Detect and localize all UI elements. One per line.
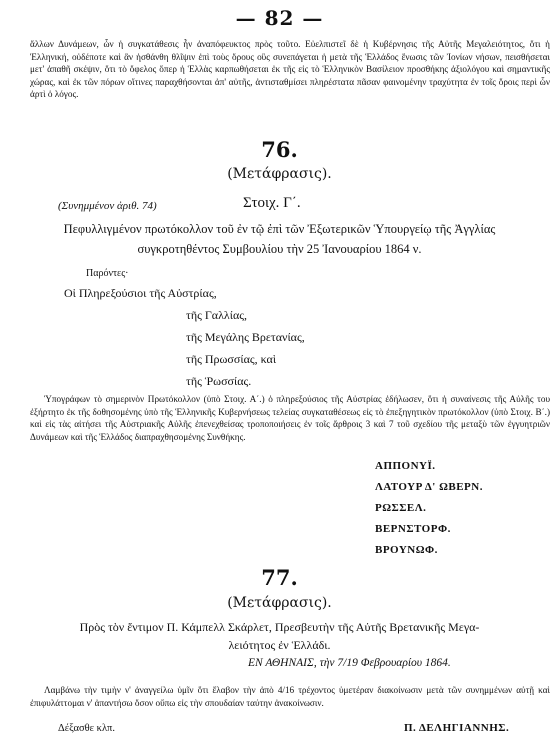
doc76-body: Ὑπογράφων τὸ σημερινὸν Πρωτόκολλον (ὑπὸ Στοιχ. Α΄.) ὁ πληρεξούσιος τῆς Αὐστρίας ἐδήλωσεν, ὅτι ἡ συναίνεσις τῆς Αὐλῆς του ἐξήρτητο ἐκ τῆς δοθησομένης ὑπὸ τῆς Ἑλληνικῆς Κυβερνήσεως τελείας συγκαταθέσεως εἰς τὸ ἐπεξηγητικὸν πρωτόκολλον (ὑπὸ Στοιχ. Β΄.) καὶ εἰς τὰς αἰτήσει τῆς Αὐστριακῆς Αὐλῆς ἐπενεχθείσας τροποποιήσεις ἐν τοῖς ἄρθροις 3 καὶ 7 τοῦ σχεδίου τῆς μεταξὺ τῶν ἐγγυητριῶν Δυνάμεων καὶ τῆς Ἑλλάδος διαπραχθησομένης Συνθήκης. — [30, 394, 550, 442]
attendee-line: τῆς Γαλλίας, — [186, 308, 247, 322]
doc77-addressee-line1: Πρὸς τὸν ἔντιμον Π. Κάμπελλ Σκάρλετ, Πρεσβευτὴν τῆς Αὐτῆς Βρετανικῆς Μεγα- — [79, 620, 480, 634]
doc76-annex-ref: (Συνημμένον ἀριθ. 74) — [58, 200, 157, 212]
doc77-body: Λαμβάνω τὴν τιμὴν ν' ἀναγγείλω ὑμῖν ὅτι ἔλαβον τὴν ἀπὸ 4/16 τρέχοντος ὑμετέραν διακοίνωσιν μετὰ τῶν συνημμένων αὐτῇ καὶ ἐπιφυλάττομαι ν' ἀπαντήσω ὅσον οὔπω εἰς τὴν σπουδαίαν ταύτην ἀνακοίνωσιν. — [30, 685, 550, 708]
signature: ΛΑΤΟΥΡ Δ' ΩΒΕΡΝ. — [375, 481, 483, 493]
doc77-heading: (Μετάφρασις). — [227, 595, 332, 611]
attendee-line: Οἱ Πληρεξούσιοι τῆς Αὐστρίας, — [64, 286, 217, 300]
signature: ΑΠΠΟΝΥΪ. — [375, 460, 436, 472]
signature: ΒΡΟΥΝΩΦ. — [375, 544, 438, 556]
signature: ΒΕΡΝΣΤΟΡΦ. — [375, 523, 451, 535]
doc77-place-date: ΕΝ ΑΘΗΝΑΙΣ, τὴν 7/19 Φεβρουαρίου 1864. — [248, 657, 451, 669]
present-label: Παρόντες· — [86, 268, 129, 279]
doc77-closing: Δέξασθε κλπ. — [58, 723, 115, 734]
doc76-annex-letter: Στοιχ. Γ΄. — [243, 195, 301, 211]
intro-paragraph: ἄλλων Δυνάμεων, ὧν ἡ συγκατάθεσις ἦν ἀναπόφευκτος πρὸς τοῦτο. Εὐελπιστεῖ δὲ ἡ Κυβέρνησις τῆς Αὐτῆς Μεγαλειότητος, ὅτι ἡ Ἑλληνική, οὐδέποτε καὶ ἂν ἠσθάνθη θλῖψιν ἐπὶ τοὺς ὅρους οὓς συνεπάγεται ἡ μετὰ τῆς Ἑλλάδος ἕνωσις τῶν Ἰονίων νήσων, πεισθήσεται μετ' ἀπαθῆ σκέψιν, ὅτι τὸ ὄφελος ὅπερ ἡ Ἑλλὰς καρπωθήσεται ἐκ τῆς εἰς τὸ Ἑλληνικὸν Βασίλειον προσθήκης ἀξιολόγου καὶ σημαντικῆς χώρας, καὶ ἐκ τῶν πόρων οἵτινες παραχθήσονται ἀπ' αὐτῆς, ἀντισταθμίσει πληρέστατα πᾶσαν φαινομένην τραχύτητα ἐν τοῖς ὅροις περὶ ὧν ἀρτὶ ὁ λόγος. — [30, 39, 550, 99]
doc76-number: 76. — [261, 137, 298, 162]
doc77-number: 77. — [261, 565, 298, 590]
attendee-line: τῆς Ῥωσσίας. — [186, 374, 252, 388]
doc76-title-line1: Πεφυλλιγμένον πρωτόκολλον τοῦ ἐν τῷ ἐπὶ τῶν Ἐξωτερικῶν Ὑπουργείῳ τῆς Ἀγγλίας — [63, 222, 496, 236]
doc77-addressee-line2: λειότητος ἐν Ἑλλάδι. — [228, 638, 331, 652]
attendee-line: τῆς Μεγάλης Βρετανίας, — [186, 330, 305, 344]
page-number: — 82 — — [235, 6, 324, 30]
attendee-line: τῆς Πρωσσίας, καὶ — [186, 352, 277, 366]
signature: ΡΩΣΣΕΛ. — [375, 502, 427, 514]
doc76-heading: (Μετάφρασις). — [227, 166, 332, 182]
doc77-signature: Π. ΔΕΛΗΓΙΑΝΝΗΣ. — [404, 722, 510, 734]
doc76-title-line2: συγκροτηθέντος Συμβουλίου τὴν 25 Ἰανουαρίου 1864 ν. — [137, 242, 422, 256]
